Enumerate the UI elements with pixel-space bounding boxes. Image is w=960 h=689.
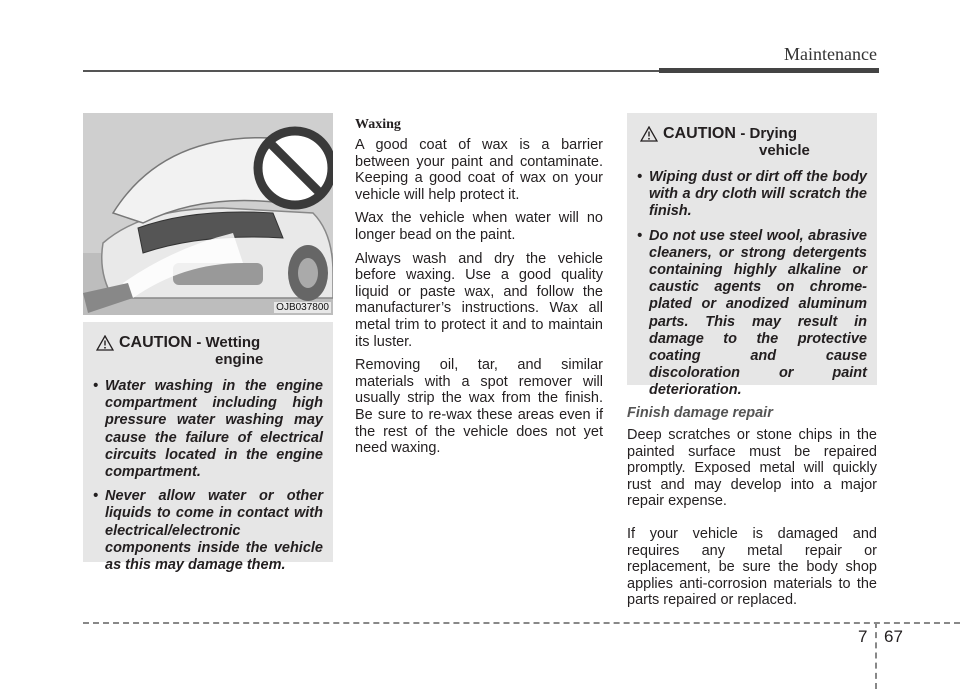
caution-topic: - Wetting — [196, 334, 261, 351]
finish-damage-section — [627, 405, 877, 616]
section-title-finish-damage: Finish damage repair — [627, 405, 773, 421]
waxing-section — [355, 117, 603, 464]
header-rule-accent — [659, 68, 879, 73]
caution-box-wetting-engine — [83, 322, 333, 574]
paragraph: Deep scratches or stone chips in the painted surface must be repaired promptly. Exposed metal will quickly rust and may develop into a major repair expense. — [627, 427, 877, 510]
figure-code: OJB037800 — [276, 302, 329, 313]
caution-item: • Never allow water or other liquids to come in contact with electrical/electronic components inside the vehicle as this may damage them. — [93, 488, 323, 574]
caution-box-drying-vehicle — [627, 113, 877, 399]
paragraph: Removing oil, tar, and similar materials with a spot remover will usually strip the wax from the finish. Be sure to re-wax these areas even if the rest of the vehicle does not yet need waxing. — [355, 357, 603, 457]
paragraph: Always wash and dry the vehicle before waxing. Use a good quality liquid or paste wax, and follow the manufacturer’s instructions. Wax all metal trim to protect it and to maintain its luster. — [355, 250, 603, 350]
car-engine-wash-image — [83, 113, 333, 315]
caution-list — [627, 159, 877, 400]
paragraph: Wax the vehicle when water will no longer bead on the paint. — [355, 210, 603, 243]
paragraph: If your vehicle is damaged and requires any metal repair or replacement, be sure the body shop applies anti-corrosion materials to the parts repaired or replaced. — [627, 525, 877, 609]
caution-heading — [627, 113, 877, 159]
warning-triangle-icon — [96, 335, 114, 351]
caution-item: • Wiping dust or dirt off the body with a dry cloth will scratch the finish. — [637, 169, 867, 220]
caution-heading — [83, 322, 333, 368]
caution-topic: - Drying — [740, 125, 798, 142]
caution-topic-line2: engine — [215, 351, 264, 368]
caution-word: CAUTION — [119, 334, 192, 351]
page-header-title: Maintenance — [784, 44, 877, 64]
engine-wash-illustration — [83, 113, 333, 315]
footer-separator — [875, 622, 877, 689]
page-number: 67 — [884, 627, 903, 646]
caution-list — [83, 368, 333, 574]
chapter-number: 7 — [858, 627, 868, 646]
paragraph: A good coat of wax is a barrier between your paint and contaminate. Keeping a good coat of wax on your vehicle will help protect it. — [355, 137, 603, 203]
warning-triangle-icon — [640, 126, 658, 142]
caution-item: • Do not use steel wool, abrasive cleaners, or strong detergents containing highly alkaline or caustic agents on chrome-plated or anodized aluminum parts. This may result in damage to the protective coating and cause discoloration or paint deterioration. — [637, 227, 867, 399]
caution-item: • Water washing in the engine compartment including high pressure water washing may cause the failure of electrical circuits located in the engine compartment. — [93, 378, 323, 481]
section-title-waxing: Waxing — [355, 117, 401, 132]
caution-topic-line2: vehicle — [759, 142, 810, 159]
caution-word: CAUTION — [663, 125, 736, 142]
footer-rule — [83, 622, 960, 624]
